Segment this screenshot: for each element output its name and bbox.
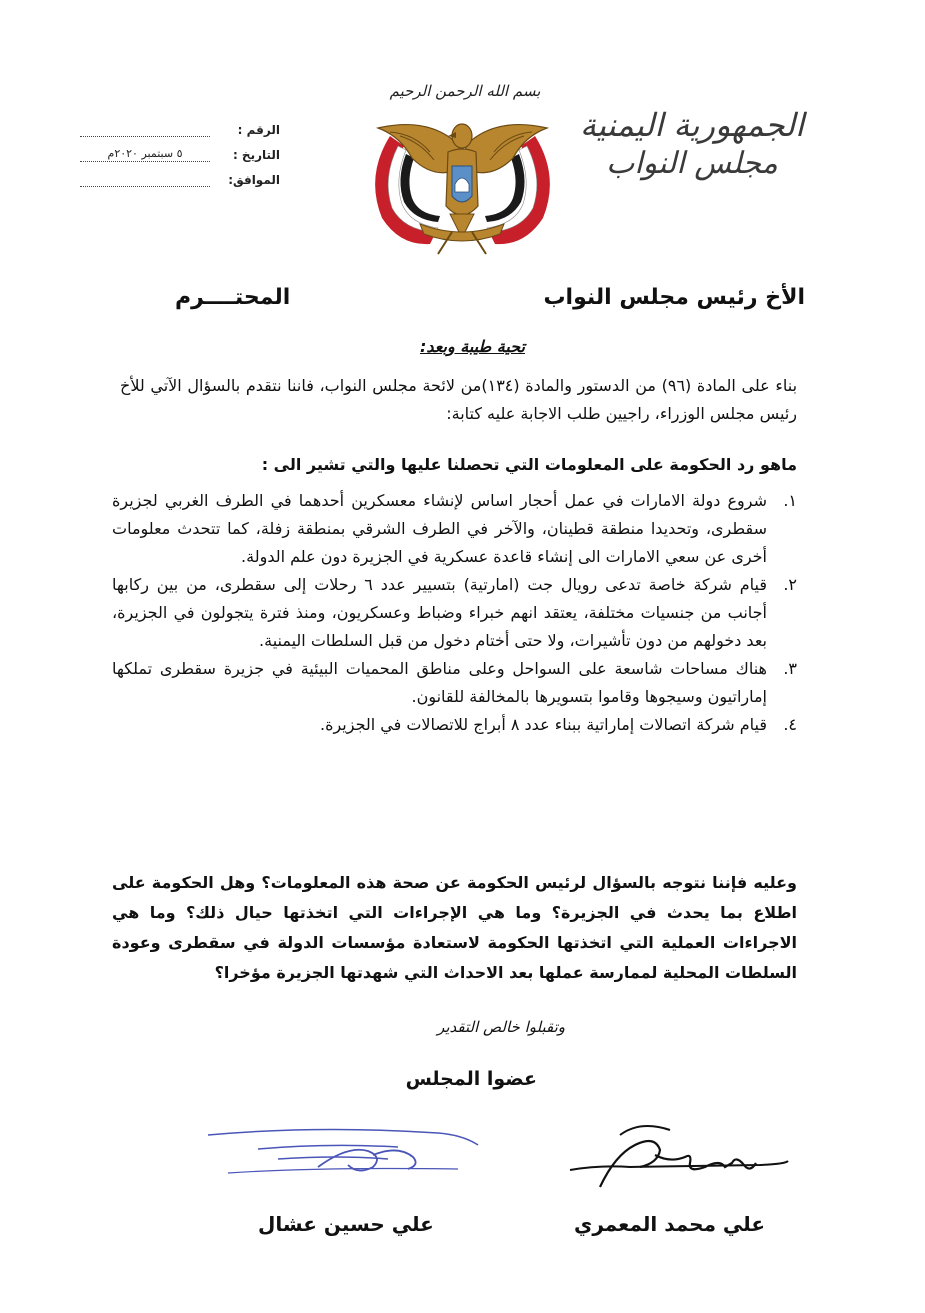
org-line-republic: الجمهورية اليمنية (579, 106, 805, 144)
signatory-name-right: علي محمد المعمري (574, 1212, 765, 1236)
organization-name (577, 105, 807, 183)
org-line-parliament: مجلس النواب (606, 146, 778, 181)
list-item-number: ٣. (783, 659, 797, 678)
list-item-text: قيام شركة اتصالات إماراتية ببناء عدد ٨ أبراج للاتصالات في الجزيرة. (319, 715, 767, 734)
list-item-text: هناك مساحات شاسعة على السواحل وعلى مناطق المحميات البيئية في جزيرة سقطرى تملكها إماراتيون وسيجوها وقاموا بتسويرها بالمخالفة للقانون. (112, 659, 767, 706)
basmala: بسم الله الرحمن الرحيم (389, 82, 541, 100)
intro-paragraph: بناء على المادة (٩٦) من الدستور والمادة (١٣٤)من لائحة مجلس النواب، فاننا نتقدم بالسؤال الآتي للأخ رئيس مجلس الوزراء، راجيين طلب الاجابة عليه كتابة: (120, 376, 798, 423)
list-item-text: قيام شركة خاصة تدعى رويال جت (امارتية) بتسيير عدد ٦ رحلات إلى سقطرى، من بين ركابها أجانب من جنسيات مختلفة، يعتقد انهم خبراء وضباط وعسكريون، ومنذ فترة يتجولون في الجزيرة، بعد دخولهم من دون تأشيرات، ولا حتى أختام دخول من قبل السلطات اليمنية. (112, 575, 768, 650)
question-heading: ماهو رد الحكومة على المعلومات التي تحصلنا عليها والتي تشير الى : (261, 455, 797, 474)
list-item (112, 655, 797, 711)
list-item-number: ٢. (783, 575, 797, 594)
reference-block (80, 112, 280, 187)
signature-right-image (560, 1115, 800, 1205)
reference-number-row (80, 112, 280, 137)
republic-emblem-icon (360, 106, 565, 256)
list-item-text: شروع دولة الامارات في عمل أحجار اساس لإنشاء معسكرين أحدهما في الطرف الغربي لجزيرة سقطرى، وتحديدا منطقة قطينان، والآخر في الطرف الشرقي بمنطقة زفلة، كما تتحدث معلومات أخرى عن سعي الامارات الى إنشاء قاعدة عسكرية في الجزيرة دون علم الدولة. (112, 491, 767, 566)
list-item (112, 711, 797, 739)
closing-thanks: وتقبلوا خالص التقدير (437, 1018, 565, 1036)
date-value: ٥ سبتمبر ٢٠٢٠م (80, 147, 210, 162)
signatory-name-left: علي حسين عشال (258, 1212, 434, 1236)
greeting: تحية طيبة وبعد: (420, 337, 525, 356)
addressee: الأخ رئيس مجلس النواب (543, 285, 805, 310)
members-title: عضوا المجلس (405, 1068, 537, 1090)
closing-paragraph: وعليه فإننا نتوجه بالسؤال لرئيس الحكومة عن صحة هذه المعلومات؟ وهل الحكومة على اطلاع بما يحدث في الجزيرة؟ وما هي الإجراءات التي اتخذتها حيال ذلك؟ وما هي الاجراءات العملية التي اتخذتها الحكومة لاستعادة مؤسسات الدولة في سقطرى وعودة السلطات المحلية لممارسة عملها بعد الاحداث التي شهدتها الجزيرة مؤخرا؟ (112, 873, 797, 982)
list-item (112, 487, 797, 571)
list-item-number: ٤. (783, 715, 797, 734)
corresponding-value (80, 185, 210, 187)
list-item (112, 571, 797, 655)
information-list (112, 487, 797, 739)
corresponding-label: الموافق: (228, 173, 280, 187)
date-row (80, 137, 280, 162)
signature-left-image (198, 1115, 498, 1185)
honorific: المحتــــرم (175, 285, 291, 310)
list-item-number: ١. (783, 491, 797, 510)
corresponding-row (80, 162, 280, 187)
date-label: التاريخ : (232, 148, 280, 162)
reference-number-label: الرقم : (237, 123, 280, 137)
reference-number-value (80, 135, 210, 137)
